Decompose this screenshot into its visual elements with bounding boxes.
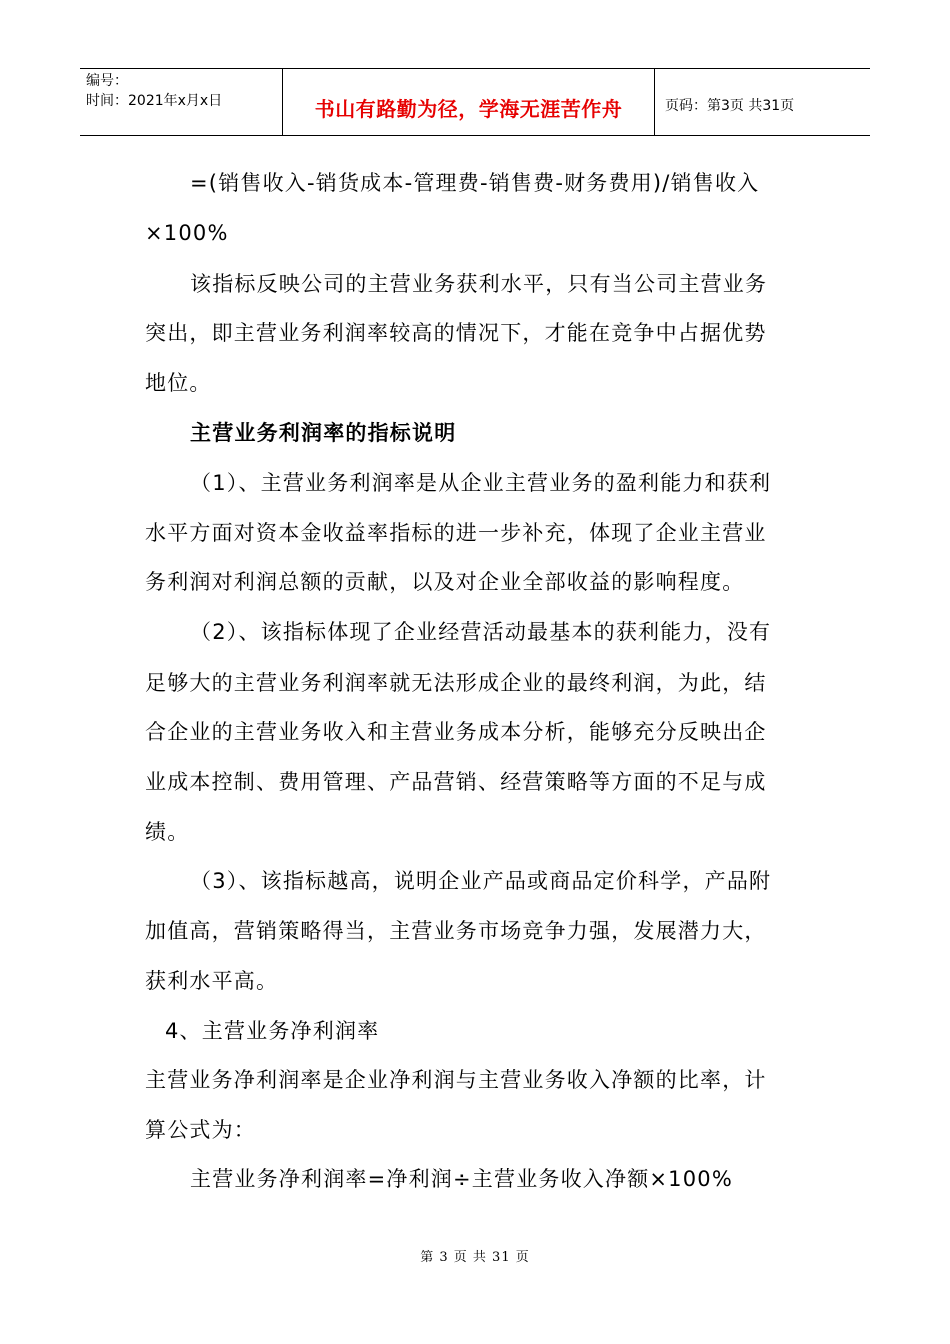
text-line: 足够大的主营业务利润率就无法形成企业的最终利润，为此，结	[145, 671, 767, 695]
text-line: 主营业务净利润率是企业净利润与主营业务收入净额的比率，计	[145, 1068, 767, 1092]
text-line: （1）、主营业务利润率是从企业主营业务的盈利能力和获利	[190, 471, 772, 495]
text-line: 地位。	[145, 371, 212, 395]
text-line: 合企业的主营业务收入和主营业务成本分析，能够充分反映出企	[145, 720, 767, 744]
text-line: 绩。	[145, 820, 190, 844]
text-line: （3）、该指标越高，说明企业产品或商品定价科学，产品附	[190, 869, 772, 893]
text-line: 水平方面对资本金收益率指标的进一步补充，体现了企业主营业	[145, 521, 767, 545]
text-line: 算公式为：	[145, 1118, 256, 1142]
text-line: 该指标反映公司的主营业务获利水平，只有当公司主营业务	[190, 272, 768, 296]
text-line: 突出，即主营业务利润率较高的情况下，才能在竞争中占据优势	[145, 321, 767, 345]
section-heading: 主营业务利润率的指标说明	[190, 421, 457, 445]
text-line: 务利润对利润总额的贡献，以及对企业全部收益的影响程度。	[145, 570, 745, 594]
header-page-cell	[655, 69, 870, 135]
header-motto-cell	[283, 69, 655, 135]
page-footer: 第 3 页 共 31 页	[420, 1250, 530, 1265]
header-page-info: 页码：第3页 共31页	[665, 98, 795, 114]
header-info-cell	[80, 69, 283, 135]
page-header	[80, 68, 870, 136]
text-line: =(销售收入-销货成本-管理费-销售费-财务费用)/销售收入	[190, 171, 760, 195]
formula-line: 主营业务净利润率=净利润÷主营业务收入净额×100%	[190, 1167, 734, 1191]
text-line: 加值高，营销策略得当，主营业务市场竞争力强，发展潜力大，	[145, 919, 767, 943]
doc-number-label: 编号：	[86, 73, 128, 89]
text-line: 业成本控制、费用管理、产品营销、经营策略等方面的不足与成	[145, 770, 767, 794]
text-line: （2）、该指标体现了企业经营活动最基本的获利能力，没有	[190, 620, 772, 644]
subsection-heading: 4、主营业务净利润率	[165, 1019, 380, 1043]
header-motto: 书山有路勤为径，学海无涯苦作舟	[314, 97, 623, 121]
doc-time-label: 时间：2021年x月x日	[86, 93, 223, 109]
text-line: ×100%	[145, 221, 229, 245]
text-line: 获利水平高。	[145, 969, 279, 993]
